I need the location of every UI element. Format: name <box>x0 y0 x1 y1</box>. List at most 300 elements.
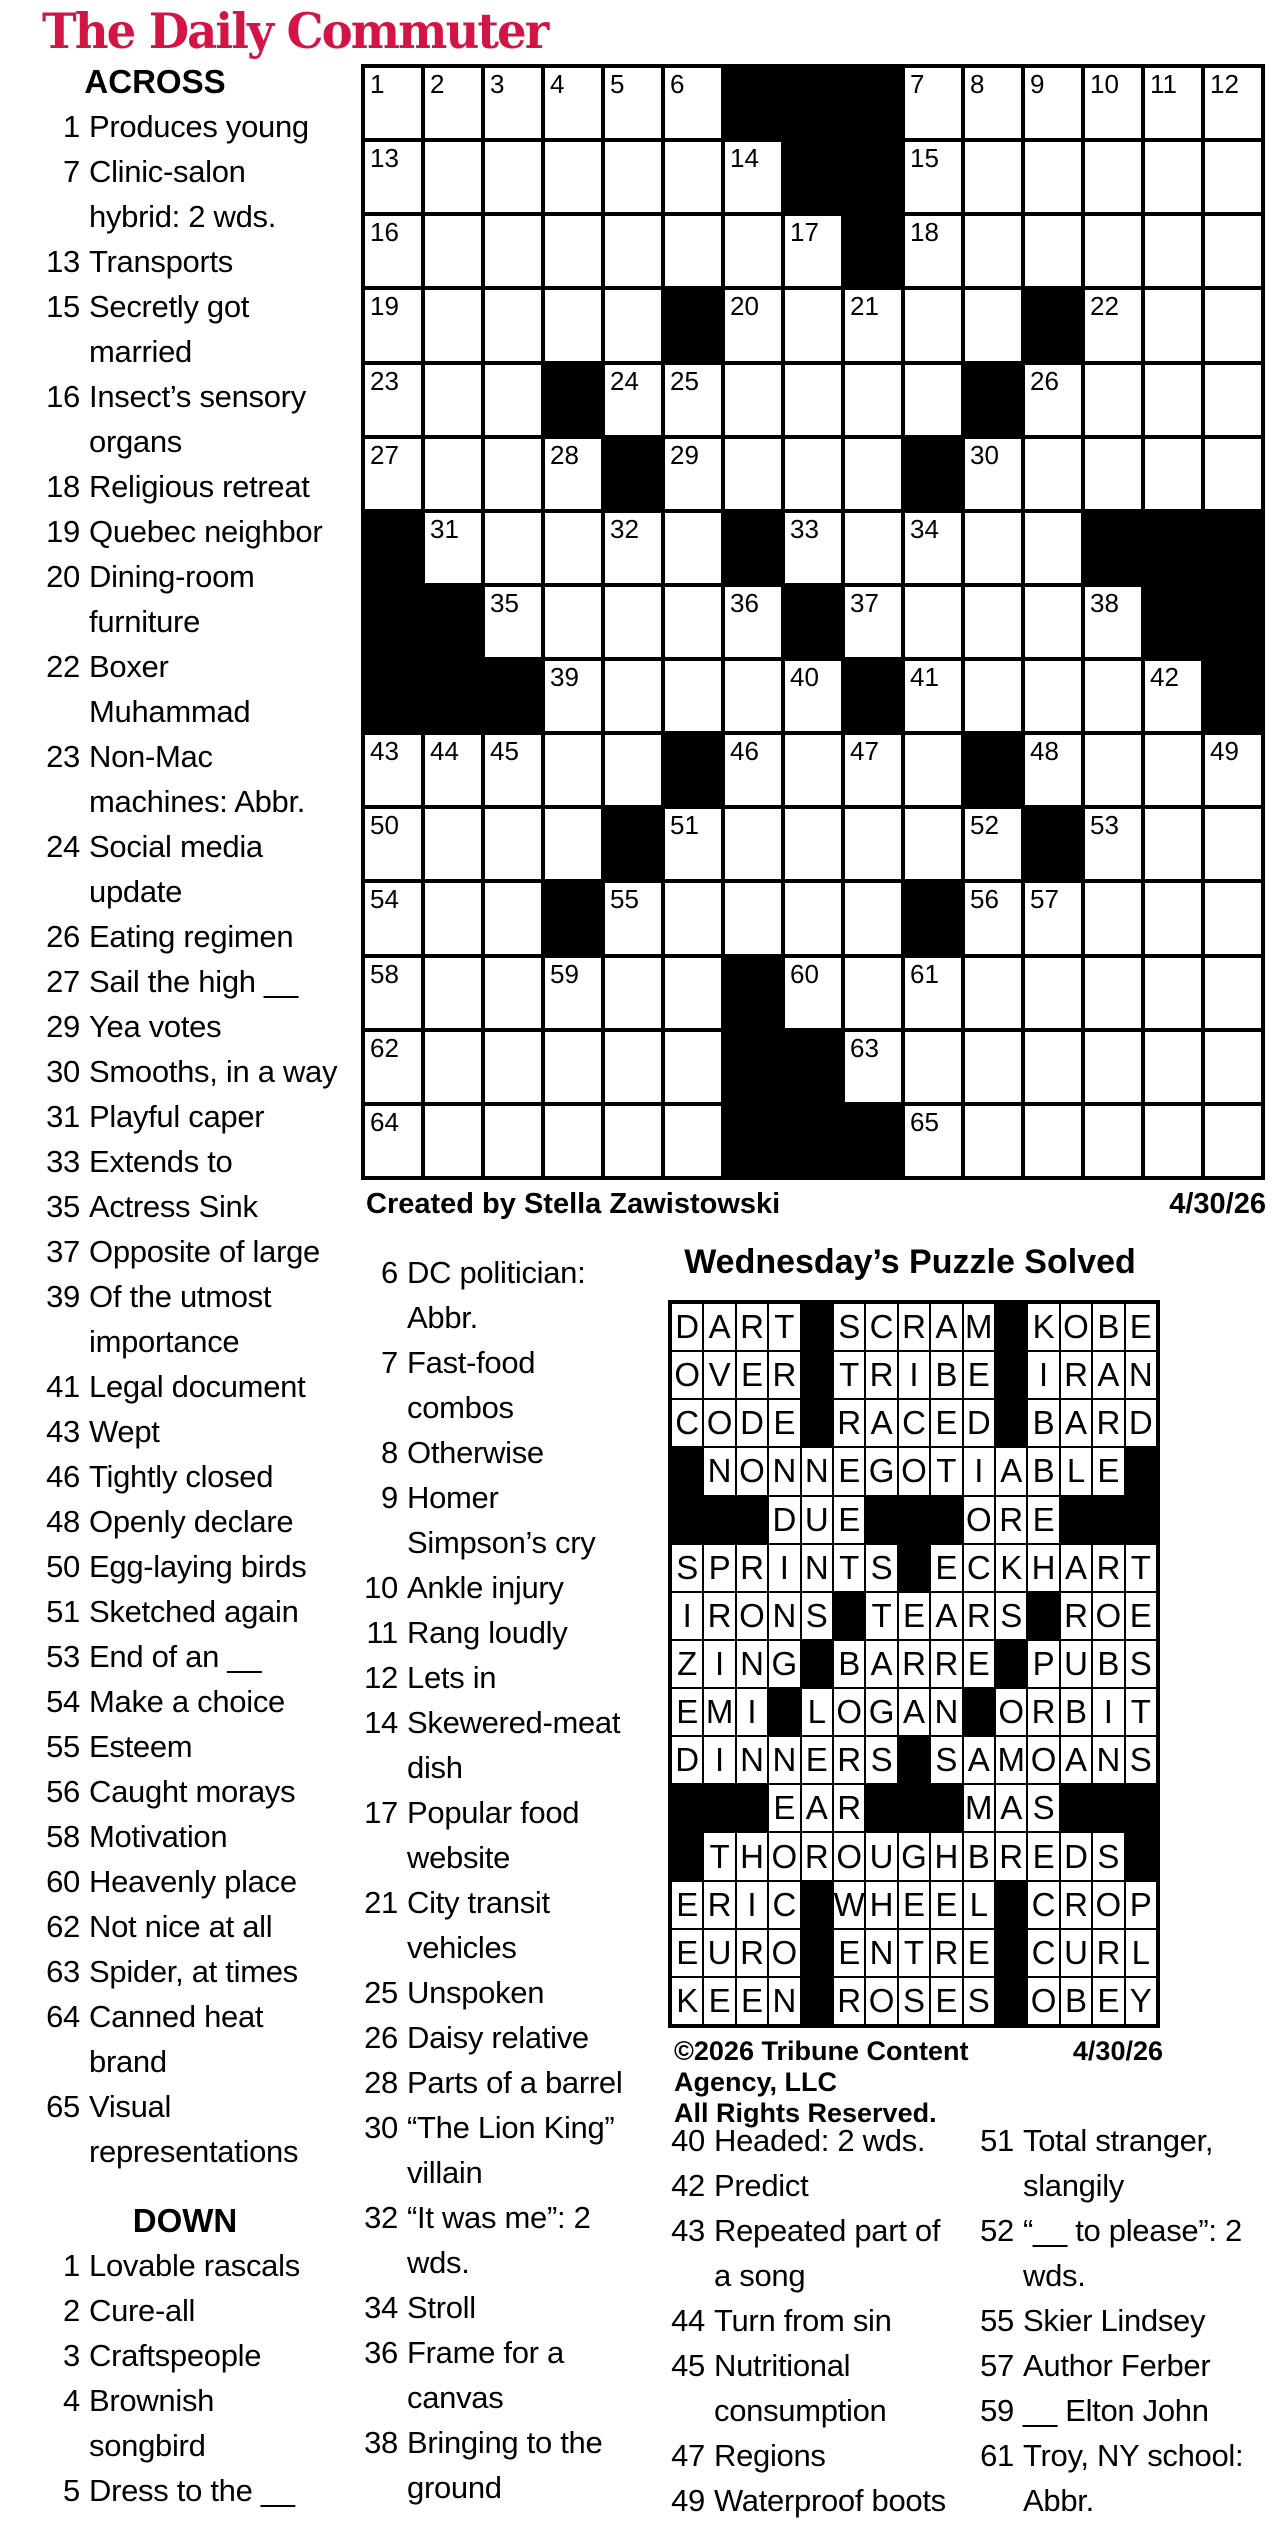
puzzle-cell <box>903 288 963 362</box>
clue <box>952 2433 1273 2522</box>
puzzle-cell <box>1203 733 1263 807</box>
cell-number: 61 <box>910 958 939 989</box>
puzzle-black-cell <box>783 585 843 659</box>
clue-text: Author Ferber <box>1023 2348 1211 2383</box>
solved-black-cell <box>995 1881 1027 1929</box>
solved-cell: R <box>995 1832 1027 1880</box>
puzzle-cell <box>663 511 723 585</box>
solved-cell: V <box>703 1351 735 1399</box>
puzzle-black-cell <box>1083 511 1143 585</box>
puzzle-cell <box>1023 1104 1083 1178</box>
puzzle-cell <box>363 807 423 881</box>
clue-text: Unspoken <box>407 1975 545 2010</box>
solved-cell: R <box>1092 1929 1124 1977</box>
puzzle-cell <box>903 807 963 881</box>
clue-number: 1 <box>63 109 80 144</box>
cell-number: 9 <box>1030 69 1045 99</box>
clue <box>30 1814 362 1859</box>
puzzle-cell <box>1143 140 1203 214</box>
solved-cell: R <box>768 1351 800 1399</box>
puzzle-cell <box>1083 1104 1143 1178</box>
puzzle-cell <box>423 288 483 362</box>
solved-cell: P <box>703 1544 735 1592</box>
solved-cell: C <box>898 1399 930 1447</box>
puzzle-black-cell <box>543 881 603 955</box>
puzzle-cell <box>843 437 903 511</box>
solved-cell: G <box>865 1688 897 1736</box>
puzzle-cell <box>363 1104 423 1178</box>
solved-cell: K <box>1027 1303 1059 1351</box>
solved-cell: H <box>865 1881 897 1929</box>
solved-cell: I <box>898 1351 930 1399</box>
clue-text: Yea votes <box>89 1009 222 1044</box>
puzzle-cell <box>423 1104 483 1178</box>
clue-number: 20 <box>46 559 80 594</box>
solved-cell: T <box>768 1303 800 1351</box>
puzzle-cell <box>543 1104 603 1178</box>
solved-cell: R <box>865 1351 897 1399</box>
puzzle-cell <box>543 956 603 1030</box>
solved-cell: I <box>736 1688 768 1736</box>
solved-cell: M <box>995 1736 1027 1784</box>
puzzle-cell <box>423 437 483 511</box>
clue <box>952 2118 1273 2208</box>
solved-cell: H <box>930 1832 962 1880</box>
clue-text: Craftspeople <box>89 2338 262 2373</box>
puzzle-cell <box>363 214 423 288</box>
puzzle-cell <box>1143 66 1203 140</box>
clue <box>350 1340 670 1430</box>
puzzle-cell <box>723 881 783 955</box>
cell-number: 2 <box>430 69 445 99</box>
puzzle-cell <box>423 733 483 807</box>
solved-cell: M <box>963 1303 995 1351</box>
solved-cell: E <box>1125 1303 1157 1351</box>
solved-cell: B <box>1060 1977 1092 2025</box>
puzzle-cell <box>903 363 963 437</box>
clue <box>30 959 362 1004</box>
clue-number: 50 <box>46 1549 80 1584</box>
puzzle-cell <box>483 585 543 659</box>
byline: Created by Stella Zawistowski <box>366 1188 781 1220</box>
cell-number: 32 <box>610 513 639 544</box>
puzzle-cell <box>663 1030 723 1104</box>
clue-number: 14 <box>364 1705 398 1740</box>
solved-black-cell <box>736 1496 768 1544</box>
cell-number: 3 <box>490 69 505 99</box>
cell-number: 23 <box>370 365 399 396</box>
solved-black-cell <box>1060 1496 1092 1544</box>
cell-number: 33 <box>790 513 819 544</box>
puzzle-black-cell <box>843 659 903 733</box>
solved-cell: E <box>671 1881 703 1929</box>
cell-number: 55 <box>610 884 639 915</box>
clue-text: Total stranger, slangily <box>1023 2123 1214 2203</box>
puzzle-cell <box>363 140 423 214</box>
solved-cell: S <box>801 1592 833 1640</box>
clue-number: 53 <box>46 1639 80 1674</box>
puzzle-cell <box>663 807 723 881</box>
clue-text: Troy, NY school: Abbr. <box>1023 2438 1244 2518</box>
solved-cell: R <box>736 1544 768 1592</box>
clue <box>350 1700 670 1790</box>
cell-number: 48 <box>1030 736 1059 767</box>
clue-text: Headed: 2 wds. <box>714 2123 926 2158</box>
solved-cell: E <box>736 1351 768 1399</box>
puzzle-cell <box>603 956 663 1030</box>
solved-cell: R <box>963 1592 995 1640</box>
clue-text: Skier Lindsey <box>1023 2303 1206 2338</box>
solved-cell: O <box>995 1688 1027 1736</box>
puzzle-cell <box>1083 1030 1143 1104</box>
clue-text: Daisy relative <box>407 2020 589 2055</box>
solved-cell: E <box>1125 1592 1157 1640</box>
solved-cell: R <box>833 1736 865 1784</box>
puzzle-cell <box>843 288 903 362</box>
puzzle-black-cell <box>843 140 903 214</box>
puzzle-black-cell <box>1143 585 1203 659</box>
puzzle-cell <box>663 437 723 511</box>
solved-cell: R <box>1092 1399 1124 1447</box>
puzzle-cell <box>1083 288 1143 362</box>
solved-cell: M <box>963 1784 995 1832</box>
puzzle-cell <box>483 363 543 437</box>
clue-text: Dining-room furniture <box>89 559 255 639</box>
puzzle-cell <box>363 956 423 1030</box>
puzzle-black-cell <box>663 288 723 362</box>
solved-black-cell <box>736 1784 768 1832</box>
clue-number: 54 <box>46 1684 80 1719</box>
puzzle-cell <box>963 956 1023 1030</box>
cell-number: 63 <box>850 1032 879 1063</box>
solved-cell: I <box>1092 1688 1124 1736</box>
solved-cell: S <box>930 1736 962 1784</box>
clue <box>350 2420 670 2510</box>
clue-number: 63 <box>46 1954 80 1989</box>
clue <box>30 1049 362 1094</box>
puzzle-cell <box>603 511 663 585</box>
puzzle-cell <box>543 585 603 659</box>
solved-cell: R <box>833 1784 865 1832</box>
clue <box>30 1859 362 1904</box>
puzzle-cell <box>1083 437 1143 511</box>
solved-black-cell <box>1092 1496 1124 1544</box>
puzzle-cell <box>843 363 903 437</box>
solved-black-cell <box>995 1303 1027 1351</box>
puzzle-black-cell <box>543 363 603 437</box>
clue-text: Insect’s sensory organs <box>89 379 306 459</box>
puzzle-black-cell <box>1023 288 1083 362</box>
cell-number: 43 <box>370 736 399 767</box>
cell-number: 17 <box>790 217 819 248</box>
clue-text: Spider, at times <box>89 1954 298 1989</box>
clue-text: DC politician: Abbr. <box>407 1255 586 1335</box>
clue-text: Waterproof boots <box>714 2483 946 2518</box>
puzzle-black-cell <box>723 1030 783 1104</box>
clue <box>30 1544 362 1589</box>
clue <box>30 2333 362 2378</box>
puzzle-cell <box>663 956 723 1030</box>
cell-number: 30 <box>970 439 999 470</box>
clue-number: 37 <box>46 1234 80 1269</box>
solved-black-cell <box>1092 1784 1124 1832</box>
puzzle-cell <box>423 66 483 140</box>
puzzle-cell <box>1203 140 1263 214</box>
clue-number: 24 <box>46 829 80 864</box>
clue <box>30 1769 362 1814</box>
solved-cell: A <box>703 1303 735 1351</box>
clue-number: 30 <box>46 1054 80 1089</box>
solved-date: 4/30/26 <box>1072 2036 1163 2066</box>
clue-text: Dress to the __ <box>89 2473 295 2508</box>
clue <box>30 1499 362 1544</box>
puzzle-cell <box>843 807 903 881</box>
clue <box>350 1790 670 1880</box>
clue <box>30 1184 362 1229</box>
puzzle-cell <box>663 585 723 659</box>
clue <box>30 1409 362 1454</box>
solved-cell: Z <box>671 1640 703 1688</box>
solved-black-cell <box>801 1640 833 1688</box>
puzzle-cell <box>603 881 663 955</box>
clue-number: 26 <box>46 919 80 954</box>
puzzle-cell <box>423 214 483 288</box>
puzzle-cell <box>543 437 603 511</box>
puzzle-cell <box>783 733 843 807</box>
clue-text: Social media update <box>89 829 263 909</box>
solved-cell: K <box>671 1977 703 2025</box>
puzzle-cell <box>1203 1030 1263 1104</box>
clue-number: 56 <box>46 1774 80 1809</box>
clue-number: 64 <box>46 1999 80 2034</box>
solved-cell: R <box>1027 1688 1059 1736</box>
solved-cell: T <box>1125 1544 1157 1592</box>
clue-number: 39 <box>46 1279 80 1314</box>
cell-number: 13 <box>370 143 399 174</box>
down-header: DOWN <box>132 2202 238 2239</box>
clue-number: 8 <box>381 1435 398 1470</box>
puzzle-grid <box>361 64 1265 1180</box>
clue-number: 27 <box>46 964 80 999</box>
solved-cell: S <box>963 1977 995 2025</box>
solved-cell: A <box>1060 1544 1092 1592</box>
clue-number: 40 <box>671 2123 705 2158</box>
solved-black-cell <box>865 1496 897 1544</box>
clue-number: 2 <box>63 2293 80 2328</box>
solved-cell: R <box>1092 1544 1124 1592</box>
puzzle-cell <box>903 1104 963 1178</box>
cell-number: 44 <box>430 736 459 767</box>
solved-cell: N <box>930 1688 962 1736</box>
cell-number: 22 <box>1090 291 1119 322</box>
cell-number: 40 <box>790 662 819 693</box>
clue-number: 9 <box>381 1480 398 1515</box>
clue-number: 7 <box>63 154 80 189</box>
puzzle-cell <box>1143 659 1203 733</box>
clue-text: Motivation <box>89 1819 228 1854</box>
cell-number: 18 <box>910 217 939 248</box>
clue <box>650 2118 962 2163</box>
puzzle-black-cell <box>843 66 903 140</box>
cell-number: 41 <box>910 662 939 693</box>
solved-cell: E <box>1027 1832 1059 1880</box>
solved-black-cell <box>898 1544 930 1592</box>
solved-black-cell <box>1027 1592 1059 1640</box>
solved-cell: E <box>671 1688 703 1736</box>
solved-cell: T <box>898 1929 930 1977</box>
puzzle-cell <box>543 140 603 214</box>
solved-black-cell <box>801 1351 833 1399</box>
clue-number: 18 <box>46 469 80 504</box>
cell-number: 25 <box>670 365 699 396</box>
solved-cell: S <box>995 1592 1027 1640</box>
clue <box>30 1904 362 1949</box>
clue-number: 44 <box>671 2303 705 2338</box>
clue <box>650 2208 962 2298</box>
puzzle-cell <box>1023 437 1083 511</box>
solved-grid <box>668 1300 1160 2028</box>
solved-cell: R <box>833 1977 865 2025</box>
clue-text: Clinic-salon hybrid: 2 wds. <box>89 154 277 234</box>
puzzle-cell <box>843 881 903 955</box>
puzzle-cell <box>1203 881 1263 955</box>
cell-number: 27 <box>370 439 399 470</box>
solved-cell: O <box>898 1447 930 1495</box>
solved-black-cell <box>671 1784 703 1832</box>
cell-number: 49 <box>1210 736 1239 767</box>
solved-black-cell <box>995 1640 1027 1688</box>
clue-text: Otherwise <box>407 1435 544 1470</box>
clue-number: 60 <box>46 1864 80 1899</box>
puzzle-cell <box>1023 511 1083 585</box>
puzzle-black-cell <box>363 659 423 733</box>
solved-cell: N <box>1125 1351 1157 1399</box>
clue <box>650 2343 962 2433</box>
puzzle-cell <box>1083 363 1143 437</box>
puzzle-black-cell <box>1203 659 1263 733</box>
clue-number: 6 <box>381 1255 398 1290</box>
puzzle-cell <box>723 363 783 437</box>
clue-text: Parts of a barrel <box>407 2065 623 2100</box>
solved-cell: N <box>768 1977 800 2025</box>
puzzle-cell <box>363 363 423 437</box>
clue-text: Actress Sink <box>89 1189 258 1224</box>
solved-cell: S <box>833 1303 865 1351</box>
puzzle-cell <box>543 807 603 881</box>
puzzle-cell <box>1143 1030 1203 1104</box>
clue-number: 5 <box>63 2473 80 2508</box>
solved-cell: D <box>1060 1832 1092 1880</box>
solved-cell: Y <box>1125 1977 1157 2025</box>
cell-number: 21 <box>850 291 879 322</box>
clue-number: 17 <box>364 1795 398 1830</box>
solved-cell: N <box>801 1447 833 1495</box>
puzzle-black-cell <box>783 140 843 214</box>
clue <box>30 1679 362 1724</box>
solved-cell: O <box>671 1351 703 1399</box>
solved-cell: I <box>703 1736 735 1784</box>
puzzle-cell <box>483 1030 543 1104</box>
solved-cell: L <box>1125 1929 1157 1977</box>
solved-black-cell <box>671 1496 703 1544</box>
cell-number: 54 <box>370 884 399 915</box>
clue-number: 43 <box>46 1414 80 1449</box>
clue-text: Rang loudly <box>407 1615 568 1650</box>
puzzle-cell <box>963 807 1023 881</box>
cell-number: 19 <box>370 291 399 322</box>
solved-cell: L <box>963 1881 995 1929</box>
clue <box>30 554 362 644</box>
puzzle-cell <box>483 1104 543 1178</box>
clue-number: 57 <box>980 2348 1014 2383</box>
solved-cell: D <box>768 1496 800 1544</box>
solved-cell: P <box>1027 1640 1059 1688</box>
puzzle-cell <box>543 66 603 140</box>
clue-text: Legal document <box>89 1369 306 1404</box>
puzzle-cell <box>1143 214 1203 288</box>
solved-cell: A <box>1060 1399 1092 1447</box>
solved-black-cell <box>1060 1784 1092 1832</box>
solved-cell: R <box>736 1929 768 1977</box>
puzzle-black-cell <box>963 733 1023 807</box>
puzzle-cell <box>1143 881 1203 955</box>
cell-number: 5 <box>610 69 625 99</box>
puzzle-cell <box>483 140 543 214</box>
puzzle-cell <box>543 214 603 288</box>
clue-text: Heavenly place <box>89 1864 297 1899</box>
solved-cell: E <box>930 1544 962 1592</box>
clue-number: 41 <box>46 1369 80 1404</box>
puzzle-cell <box>663 881 723 955</box>
solved-black-cell <box>801 1929 833 1977</box>
clue-number: 43 <box>671 2213 705 2248</box>
solved-cell: R <box>703 1881 735 1929</box>
solved-black-cell <box>963 1688 995 1736</box>
puzzle-black-cell <box>783 1030 843 1104</box>
solved-cell: C <box>768 1881 800 1929</box>
puzzle-cell <box>603 66 663 140</box>
clue <box>350 2330 670 2420</box>
clue-text: Esteem <box>89 1729 193 1764</box>
puzzle-cell <box>363 733 423 807</box>
solved-cell: T <box>833 1351 865 1399</box>
puzzle-cell <box>1023 1030 1083 1104</box>
puzzle-cell <box>963 288 1023 362</box>
puzzle-black-cell <box>363 585 423 659</box>
puzzle-cell <box>1023 881 1083 955</box>
solved-cell: A <box>995 1447 1027 1495</box>
cell-number: 20 <box>730 291 759 322</box>
puzzle-cell <box>423 1030 483 1104</box>
solved-cell: A <box>963 1736 995 1784</box>
clue-number: 55 <box>46 1729 80 1764</box>
solved-cell: N <box>768 1592 800 1640</box>
solved-cell: H <box>736 1832 768 1880</box>
solved-cell: I <box>703 1640 735 1688</box>
cell-number: 59 <box>550 958 579 989</box>
clue-text: Wept <box>89 1414 160 1449</box>
clue-number: 23 <box>46 739 80 774</box>
puzzle-cell <box>963 1104 1023 1178</box>
puzzle-cell <box>483 511 543 585</box>
solved-black-cell <box>1125 1784 1157 1832</box>
puzzle-black-cell <box>783 66 843 140</box>
solved-cell: E <box>671 1929 703 1977</box>
puzzle-cell <box>903 214 963 288</box>
solved-cell: S <box>1027 1784 1059 1832</box>
puzzle-cell <box>1083 659 1143 733</box>
solved-cell: T <box>865 1592 897 1640</box>
